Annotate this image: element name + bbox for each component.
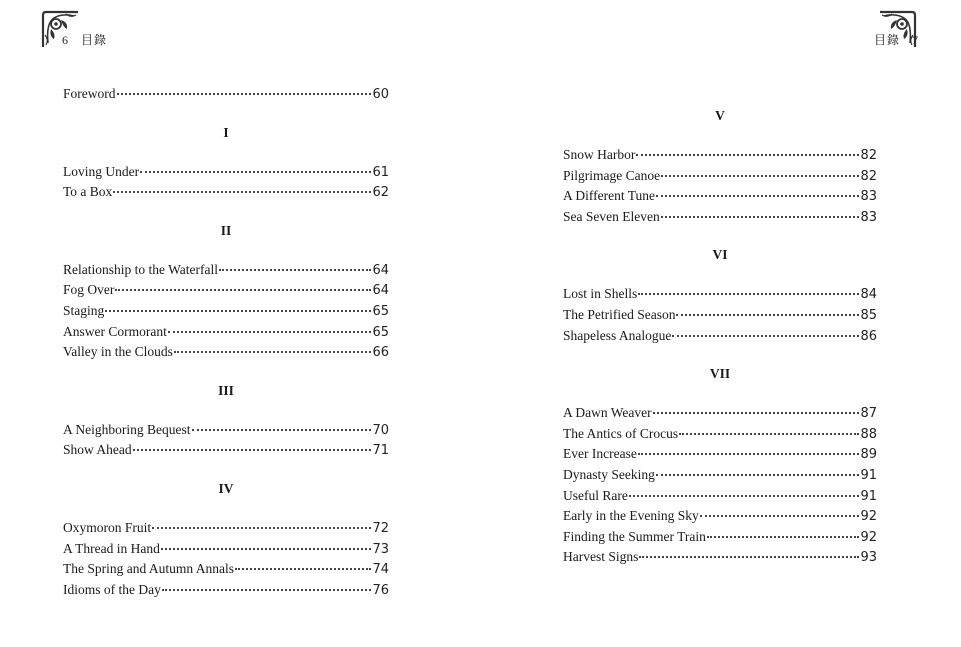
toc-entry-title: Oxymoron Fruit [63,519,152,535]
toc-entry-page: 82 [860,168,877,184]
toc-entry[interactable] [563,209,877,230]
toc-entry-title: Dynasty Seeking [563,466,655,482]
dot-leader [707,536,860,538]
toc-entry-page: 88 [860,426,877,442]
dot-leader [140,171,371,173]
toc-entry[interactable] [63,582,389,603]
toc-entry[interactable] [563,168,877,189]
dot-leader [700,515,860,517]
dot-leader [235,568,371,570]
toc-entry-title: Pilgrimage Canoe [563,167,661,183]
toc-entry[interactable] [563,286,877,307]
toc-entry-title: To a Box [63,184,113,200]
running-head: 目錄 [873,33,900,47]
dot-leader [638,453,860,455]
dot-leader [219,269,371,271]
toc-entry-title: Relationship to the Waterfall [63,261,218,277]
toc-entry[interactable] [63,442,389,463]
running-header [874,31,919,48]
toc-entry[interactable] [63,344,389,365]
toc-entry-page: 87 [860,406,877,422]
toc-entry-title: Staging [63,302,105,318]
toc-entry-title: Valley in the Clouds [63,344,173,360]
table-of-contents [563,108,877,570]
left-page [0,0,480,647]
toc-entry-title: Shapeless Analogue [563,327,672,343]
toc-entry-page: 70 [372,422,389,438]
section-heading-v: V [715,108,725,123]
toc-entry-page: 64 [372,283,389,299]
toc-entry-page: 62 [372,185,389,201]
toc-entry-page: 91 [860,488,877,504]
toc-entry[interactable] [563,147,877,168]
dot-leader [133,449,372,451]
dot-leader [115,289,371,291]
dot-leader [653,412,860,414]
toc-entry[interactable] [563,426,877,447]
dot-leader [162,589,372,591]
toc-entry-title: The Spring and Autumn Annals [63,561,234,577]
dot-leader [656,195,859,197]
section-heading-ii: II [220,222,232,238]
toc-entry[interactable] [63,422,389,443]
toc-entry-page: 61 [372,164,389,180]
toc-entry[interactable] [63,303,389,324]
dot-leader [672,335,859,337]
toc-entry[interactable] [63,262,389,283]
toc-entry-page: 93 [860,550,877,566]
toc-entry-title: Harvest Signs [563,549,639,565]
toc-entry-title: Finding the Summer Train [563,528,706,544]
toc-entry[interactable] [563,467,877,488]
toc-entry[interactable] [63,324,389,345]
right-page [480,0,961,647]
toc-entry-page: 82 [860,148,877,163]
dot-leader [629,495,860,497]
toc-entry-title: Foreword [63,86,116,101]
dot-leader [679,433,859,435]
toc-entry-page: 76 [372,582,389,598]
toc-entry-title: A Thread in Hand [63,540,160,556]
toc-entry-page: 72 [372,520,389,536]
dot-leader [192,429,372,431]
dot-leader [161,548,372,550]
toc-entry-title: The Petrified Season [563,306,676,322]
toc-entry[interactable] [63,541,389,562]
toc-entry-title: Early in the Evening Sky [563,508,699,524]
toc-entry-page: 86 [860,328,877,344]
toc-entry[interactable] [63,561,389,582]
toc-entry-title: Show Ahead [63,442,132,458]
dot-leader [117,93,372,95]
running-head: 目錄 [81,33,108,47]
toc-entry-title: Useful Rare [563,487,628,503]
toc-entry[interactable] [563,446,877,467]
toc-entry[interactable] [563,508,877,529]
dot-leader [168,331,372,333]
toc-entry-page: 73 [372,541,389,557]
toc-entry-title: Fog Over [63,282,115,298]
toc-entry-page: 71 [372,443,389,459]
section-heading-iv: IV [218,480,234,496]
dot-leader [174,351,372,353]
toc-entry-page: 91 [860,467,877,483]
toc-entry-foreword[interactable] [63,86,389,107]
toc-entry-page: 83 [860,209,877,225]
toc-entry-title: A Different Tune [563,188,656,204]
toc-entry-page: 65 [372,324,389,340]
toc-entry-page: 64 [372,262,389,278]
toc-entry-page: 85 [860,307,877,323]
toc-entry-title: Sea Seven Eleven [563,208,660,224]
toc-entry-page: 65 [372,303,389,319]
toc-entry-title: Answer Cormorant [63,323,167,339]
table-of-contents [63,86,389,602]
toc-entry[interactable] [63,520,389,541]
toc-entry-page: 83 [860,189,877,205]
toc-entry[interactable] [63,164,389,185]
section-heading-iii: III [218,382,234,398]
toc-entry[interactable] [563,328,877,349]
toc-entry[interactable] [563,529,877,550]
dot-leader [105,310,371,312]
toc-entry[interactable] [563,549,877,570]
toc-entry-page: 66 [372,345,389,361]
toc-entry-title: A Neighboring Bequest [63,421,191,437]
toc-entry-title: Loving Under [63,163,140,179]
toc-entry-page: 60 [372,87,389,102]
toc-entry[interactable] [563,488,877,509]
page-number: 7 [912,33,919,47]
toc-entry[interactable] [63,184,389,205]
section-heading-vii: VII [709,366,731,382]
toc-entry[interactable] [63,282,389,303]
toc-entry-page: 92 [860,529,877,545]
page-number: 6 [62,33,69,47]
toc-entry-title: Idioms of the Day [63,581,161,597]
toc-entry[interactable] [563,188,877,209]
toc-entry-title: Snow Harbor [563,147,636,162]
toc-entry-title: Ever Increase [563,446,637,462]
toc-entry-title: The Antics of Crocus [563,425,679,441]
dot-leader [661,175,859,177]
running-header [62,31,107,48]
dot-leader [113,191,371,193]
toc-entry-title: A Dawn Weaver [563,405,652,421]
dot-leader [661,216,860,218]
dot-leader [656,474,860,476]
toc-entry[interactable] [563,405,877,426]
dot-leader [638,293,859,295]
dot-leader [152,527,371,529]
section-heading-i: I [223,124,229,140]
dot-leader [636,154,859,156]
toc-entry-page: 92 [860,509,877,525]
toc-entry-page: 84 [860,287,877,303]
toc-entry-title: Lost in Shells [563,286,638,302]
dot-leader [639,556,859,558]
toc-entry-page: 89 [860,447,877,463]
dot-leader [676,314,859,316]
toc-entry[interactable] [563,307,877,328]
toc-entry-page: 74 [372,562,389,578]
section-heading-vi: VI [712,247,728,263]
